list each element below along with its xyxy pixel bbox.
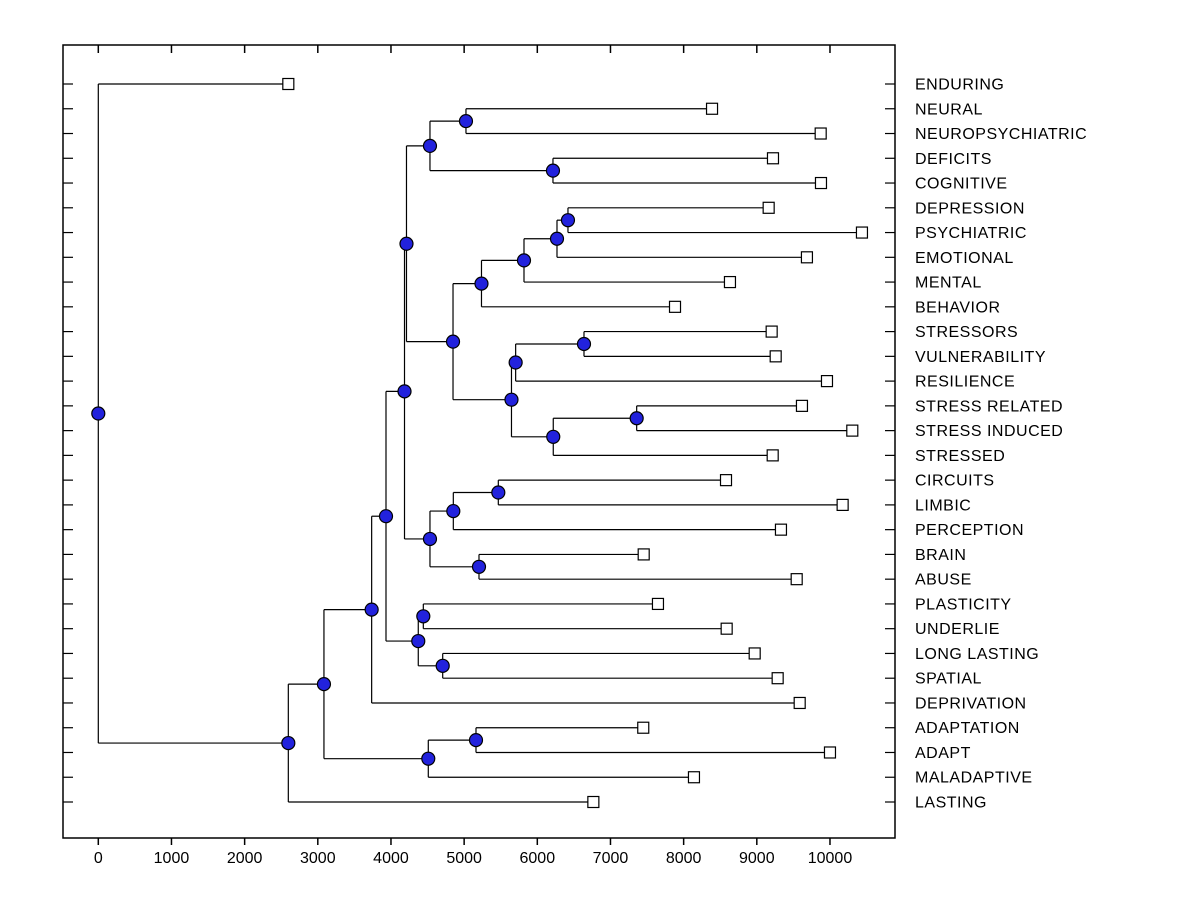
x-tick-label: 8000	[665, 850, 702, 867]
leaf-marker	[688, 772, 699, 783]
cluster-node-marker	[379, 510, 392, 523]
cluster-node-marker	[447, 335, 460, 348]
leaf-marker	[770, 351, 781, 362]
x-tick-label: 6000	[519, 850, 556, 867]
cluster-node-marker	[92, 407, 105, 420]
leaf-label: PSYCHIATRIC	[915, 225, 1027, 243]
leaf-marker	[815, 178, 826, 189]
leaf-label: NEURAL	[915, 101, 983, 119]
cluster-node-marker	[547, 430, 560, 443]
leaf-marker	[766, 326, 777, 337]
x-tick-label: 2000	[226, 850, 263, 867]
leaf-label: ADAPTATION	[915, 720, 1020, 738]
leaf-marker	[283, 79, 294, 90]
x-tick-label: 9000	[739, 850, 775, 867]
leaf-label: CIRCUITS	[915, 472, 995, 490]
cluster-node-marker	[561, 214, 574, 227]
cluster-node-marker	[317, 678, 330, 691]
leaf-marker	[801, 252, 812, 263]
leaf-label: DEPRIVATION	[915, 695, 1027, 713]
leaf-label: LONG LASTING	[915, 645, 1040, 663]
leaf-marker	[796, 400, 807, 411]
leaf-marker	[638, 549, 649, 560]
x-tick-label: 10000	[807, 850, 853, 867]
cluster-node-marker	[398, 385, 411, 398]
leaf-marker	[837, 499, 848, 510]
leaf-label: VULNERABILITY	[915, 348, 1046, 366]
cluster-node-marker	[459, 115, 472, 128]
leaf-marker	[815, 128, 826, 139]
cluster-node-marker	[422, 752, 435, 765]
leaf-label: UNDERLIE	[915, 621, 1000, 639]
leaf-marker	[791, 574, 802, 585]
leaf-label: LIMBIC	[915, 497, 972, 515]
leaf-marker	[847, 425, 858, 436]
leaf-label: PLASTICITY	[915, 596, 1012, 614]
leaf-label: STRESSORS	[915, 324, 1019, 342]
leaf-label: PERCEPTION	[915, 522, 1025, 540]
cluster-node-marker	[577, 337, 590, 350]
leaf-label: STRESS INDUCED	[915, 423, 1064, 441]
x-tick-label: 0	[93, 850, 103, 867]
leaf-label: NEUROPSYCHIATRIC	[915, 126, 1088, 144]
cluster-node-marker	[492, 486, 505, 499]
x-tick-label: 7000	[592, 850, 629, 867]
cluster-node-marker	[412, 635, 425, 648]
x-tick-label: 4000	[373, 850, 409, 867]
leaf-marker	[670, 301, 681, 312]
leaf-marker	[721, 623, 732, 634]
cluster-node-marker	[447, 505, 460, 518]
x-tick-label: 3000	[300, 850, 336, 867]
leaf-marker	[721, 475, 732, 486]
leaf-marker	[824, 747, 835, 758]
leaf-label: SPATIAL	[915, 670, 982, 688]
leaf-marker	[775, 524, 786, 535]
cluster-node-marker	[505, 393, 518, 406]
leaf-label: LASTING	[915, 794, 987, 812]
leaf-marker	[749, 648, 760, 659]
leaf-label: EMOTIONAL	[915, 249, 1014, 267]
leaf-marker	[767, 450, 778, 461]
cluster-node-marker	[472, 560, 485, 573]
leaf-label: ABUSE	[915, 571, 972, 589]
leaf-label: DEFICITS	[915, 150, 992, 168]
leaf-marker	[767, 153, 778, 164]
leaf-label: DEPRESSION	[915, 200, 1025, 218]
leaf-label: MENTAL	[915, 274, 982, 292]
leaf-marker	[588, 796, 599, 807]
leaf-marker	[772, 673, 783, 684]
leaf-marker	[652, 598, 663, 609]
cluster-node-marker	[436, 659, 449, 672]
cluster-node-marker	[517, 254, 530, 267]
leaf-label: ADAPT	[915, 744, 971, 762]
cluster-node-marker	[282, 737, 295, 750]
cluster-node-marker	[365, 603, 378, 616]
leaf-marker	[821, 376, 832, 387]
leaf-label: BEHAVIOR	[915, 299, 1001, 317]
leaf-marker	[638, 722, 649, 733]
cluster-node-marker	[469, 734, 482, 747]
leaf-label: ENDURING	[915, 76, 1005, 94]
leaf-label: COGNITIVE	[915, 175, 1008, 193]
cluster-node-marker	[423, 139, 436, 152]
cluster-node-marker	[475, 277, 488, 290]
leaf-marker	[707, 103, 718, 114]
leaf-marker	[856, 227, 867, 238]
leaf-label: STRESSED	[915, 447, 1006, 465]
cluster-node-marker	[550, 232, 563, 245]
cluster-node-marker	[400, 237, 413, 250]
leaf-label: RESILIENCE	[915, 373, 1016, 391]
leaf-marker	[763, 202, 774, 213]
cluster-node-marker	[509, 356, 522, 369]
x-tick-label: 5000	[446, 850, 482, 867]
leaf-marker	[724, 277, 735, 288]
cluster-node-marker	[630, 412, 643, 425]
cluster-node-marker	[423, 532, 436, 545]
leaf-label: STRESS RELATED	[915, 398, 1064, 416]
cluster-node-marker	[417, 610, 430, 623]
x-tick-label: 1000	[153, 850, 190, 867]
cluster-node-marker	[546, 164, 559, 177]
leaf-marker	[794, 697, 805, 708]
leaf-label: BRAIN	[915, 546, 967, 564]
leaf-label: MALADAPTIVE	[915, 769, 1033, 787]
